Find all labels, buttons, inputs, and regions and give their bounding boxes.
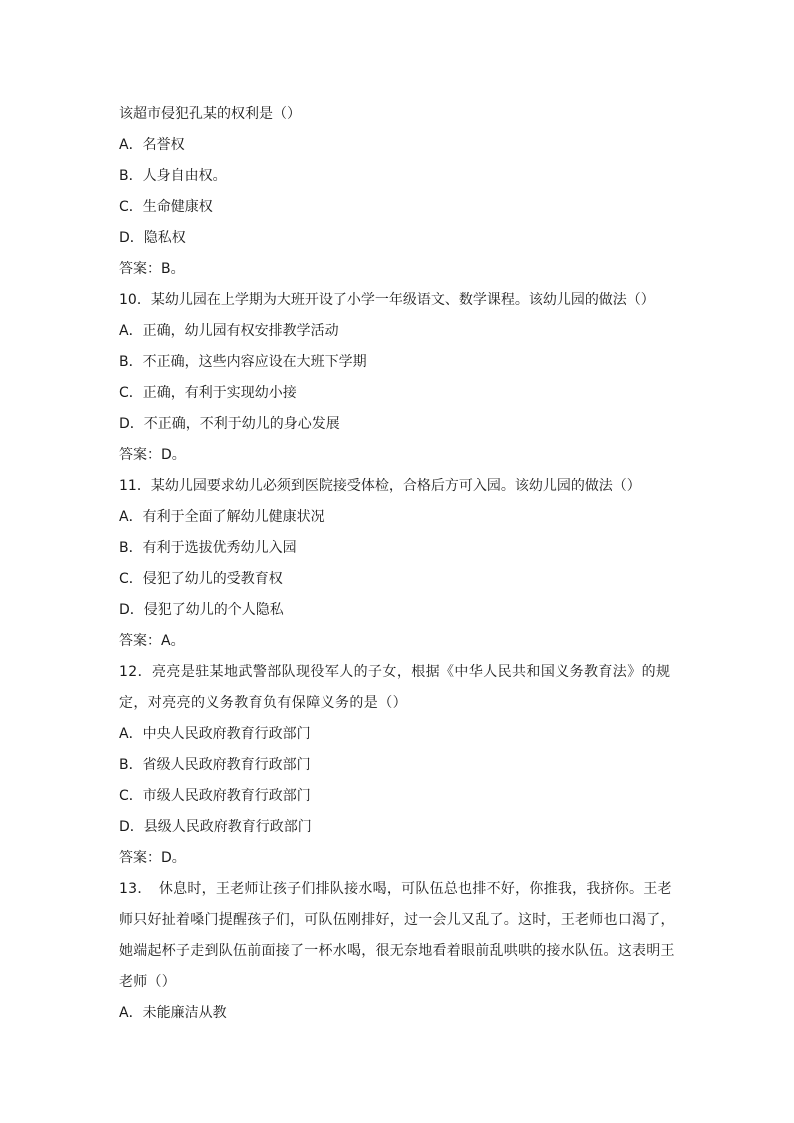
- question-11-option-d: D．侵犯了幼儿的个人隐私: [119, 602, 284, 618]
- question-9-option-d: D．隐私权: [119, 230, 186, 246]
- question-10-answer: 答案：D。: [119, 447, 186, 463]
- question-11-answer: 答案：A。: [119, 633, 185, 649]
- question-10-stem: 10．某幼儿园在上学期为大班开设了小学一年级语文、数学课程。该幼儿园的做法（）: [119, 292, 655, 308]
- question-9-option-b: B．人身自由权。: [119, 168, 227, 184]
- question-9-option-c: C．生命健康权: [119, 199, 213, 215]
- question-11-stem: 11．某幼儿园要求幼儿必须到医院接受体检，合格后方可入园。该幼儿园的做法（）: [119, 478, 641, 494]
- question-12-option-c: C．市级人民政府教育行政部门: [119, 788, 311, 804]
- question-9-stem-tail: 该超市侵犯孔某的权利是（）: [119, 106, 301, 122]
- question-11-option-c: C．侵犯了幼儿的受教育权: [119, 571, 283, 587]
- question-10-option-d: D．不正确，不利于幼儿的身心发展: [119, 416, 340, 432]
- question-12-answer: 答案：D。: [119, 850, 186, 866]
- question-10-option-b: B．不正确，这些内容应设在大班下学期: [119, 354, 367, 370]
- document-content: [119, 99, 679, 1029]
- question-9-option-a: A．名誉权: [119, 137, 185, 153]
- question-12-option-b: B．省级人民政府教育行政部门: [119, 757, 311, 773]
- question-12-option-a: A．中央人民政府教育行政部门: [119, 726, 311, 742]
- question-13-stem: 13． 休息时，王老师让孩子们排队接水喝，可队伍总也排不好，你推我，我挤你。王老师只好扯着嗓门提醒孩子们，可队伍刚排好，过一会儿又乱了。这时，王老师也口渴了，她端起杯子走到队伍前面接了一杯水喝，很无奈地看着眼前乱哄哄的接水队伍。这表明王老师（）: [119, 881, 675, 990]
- question-13-option-a: A．未能廉洁从教: [119, 1005, 227, 1021]
- question-12-option-d: D．县级人民政府教育行政部门: [119, 819, 312, 835]
- question-10-option-c: C．正确，有利于实现幼小接: [119, 385, 297, 401]
- question-11-option-a: A．有利于全面了解幼儿健康状况: [119, 509, 325, 525]
- question-10-option-a: A．正确，幼儿园有权安排教学活动: [119, 323, 339, 339]
- question-12-stem: 12．亮亮是驻某地武警部队现役军人的子女，根据《中华人民共和国义务教育法》的规定，对亮亮的义务教育负有保障义务的是（）: [119, 664, 671, 711]
- question-11-option-b: B．有利于选拔优秀幼儿入园: [119, 540, 297, 556]
- question-9-answer: 答案：B。: [119, 261, 185, 277]
